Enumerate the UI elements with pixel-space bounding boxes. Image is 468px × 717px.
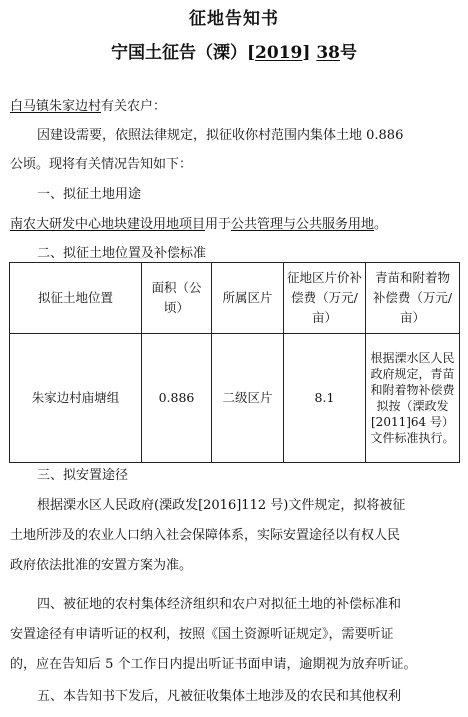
col-header-land-price: 征地区片价补偿费（万元/亩） [284, 263, 366, 334]
intro-line-1: 因建设需要，依照法律规定，拟征收你村范围内集体土地 0.886 [37, 128, 404, 143]
col-header-area: 面积（公顷） [142, 263, 212, 334]
cell-land-price: 8.1 [284, 334, 366, 463]
doc-year: 2019 [255, 43, 303, 63]
intro-line-2: 公顷。现将有关情况告知如下： [10, 157, 193, 172]
section-1-heading: 一、拟征土地用途 [37, 187, 142, 202]
section-4-line-2: 安置途径有申请听证的权利，按照《国土资源听证规定》，需要听证 [10, 627, 394, 642]
doc-title: 征地告知书 [189, 9, 279, 29]
table-header-row [10, 263, 460, 334]
section-3-line-1: 根据溧水区人民政府(溧政发[2016]112 号)文件规定，拟将被征 [37, 498, 406, 513]
col-header-location: 拟征土地位置 [10, 263, 142, 334]
col-header-crop-compensation: 青苗和附着物补偿费（万元/亩） [366, 263, 460, 334]
cell-crop-compensation: 根据溧水区人民政府规定，青苗和附着物补偿费拟按（溧政发[2011]64 号）文件标准执行。 [366, 334, 460, 463]
section-4-line-1: 四、被征地的农村集体经济组织和农户对拟征土地的补偿标准和 [37, 597, 402, 612]
table-row [10, 334, 460, 463]
doc-num: 38 [316, 43, 340, 63]
section-3-line-3: 政府依法批准的安置方案为准。 [10, 558, 193, 573]
section-4-line-3: 的，应在告知后 5 个工作日内提出听证书面申请，逾期视为放弃听证。 [10, 657, 417, 672]
doc-number: 宁国土征告（溧）[2019] 38号 [110, 43, 357, 63]
compensation-table [9, 262, 460, 463]
section-3-heading: 三、拟安置途径 [37, 468, 129, 483]
cell-zone: 二级区片 [212, 334, 284, 463]
section-3-line-2: 土地所涉及的农业人口纳入社会保障体系，实际安置途径以有权人民 [10, 528, 401, 543]
addressee: 白马镇朱家边村有关农户： [10, 99, 167, 114]
cell-location: 朱家边村庙塘组 [10, 334, 142, 463]
section-2-heading: 二、拟征土地位置及补偿标准 [37, 246, 207, 261]
col-header-zone: 所属区片 [212, 263, 284, 334]
section-1-text: 南农大研发中心地块建设用地项目用于公共管理与公共服务用地。 [10, 217, 388, 232]
cell-area: 0.886 [142, 334, 212, 463]
section-5-line-1: 五、本告知书下发后，凡被征收集体土地涉及的农民和其他权利 [37, 689, 402, 704]
